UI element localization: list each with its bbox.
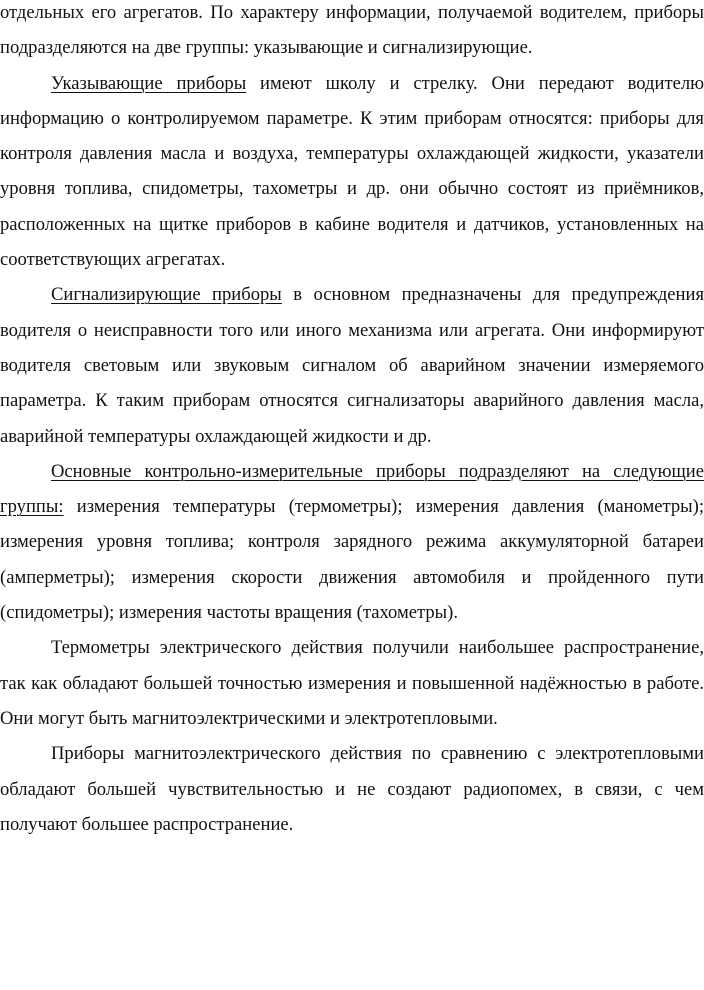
paragraph-body: измерения температуры (термометры); измерения давления (манометры); измерения уровня топлива; контроля зарядного режима аккумуляторной батареи (амперметры); измерения скорости движения автомобиля и пройденного пути (спидометры); измерения частоты вращения (тахометры). (0, 496, 704, 624)
term-signaling-instruments: Сигнализирующие приборы (51, 284, 282, 306)
paragraph-body: в основном предназначены для предупреждения водителя о неисправности того или иного механизма или агрегата. Они информируют водителя световым или звуковым сигналом об аварийном значении измеряемого параметра. К таким приборам относятся сигнализаторы аварийного давления масла, аварийной температуры охлаждающей жидкости и др. (0, 284, 704, 447)
paragraph-electric-thermometers: Термометры электрического действия получили наибольшее распространение, так как обладают большей точностью измерения и повышенной надёжностью в работе. Они могут быть магнитоэлектрическими и электротепловыми. (0, 637, 704, 729)
paragraph-main-instrument-groups (0, 454, 704, 630)
paragraph-indicating-instruments (0, 66, 704, 278)
paragraph-magnetoelectric-instruments: Приборы магнитоэлектрического действия по сравнению с электротепловыми обладают большей чувствительностью и не создают радиопомех, в связи, с чем получают большее распространение. (0, 743, 704, 835)
paragraph-body: имеют школу и стрелку. Они передают водителю информацию о контролируемом параметре. К этим приборам относятся: приборы для контроля давления масла и воздуха, температуры охлаждающей жидкости, указатели уровня топлива, спидометры, тахометры и др. они обычно состоят из приёмников, расположенных на щитке приборов в кабине водителя и датчиков, установленных на соответствующих агрегатах. (0, 72, 704, 271)
paragraph-continuation: отдельных его агрегатов. По характеру информации, получаемой водителем, приборы подразделяются на две группы: указывающие и сигнализирующие. (0, 2, 704, 59)
term-main-instrument-groups: Основные контрольно-измерительные приборы подразделяют на следующие группы: (0, 460, 704, 518)
paragraph-signaling-instruments (0, 277, 704, 453)
term-indicating-instruments: Указывающие приборы (51, 72, 247, 94)
